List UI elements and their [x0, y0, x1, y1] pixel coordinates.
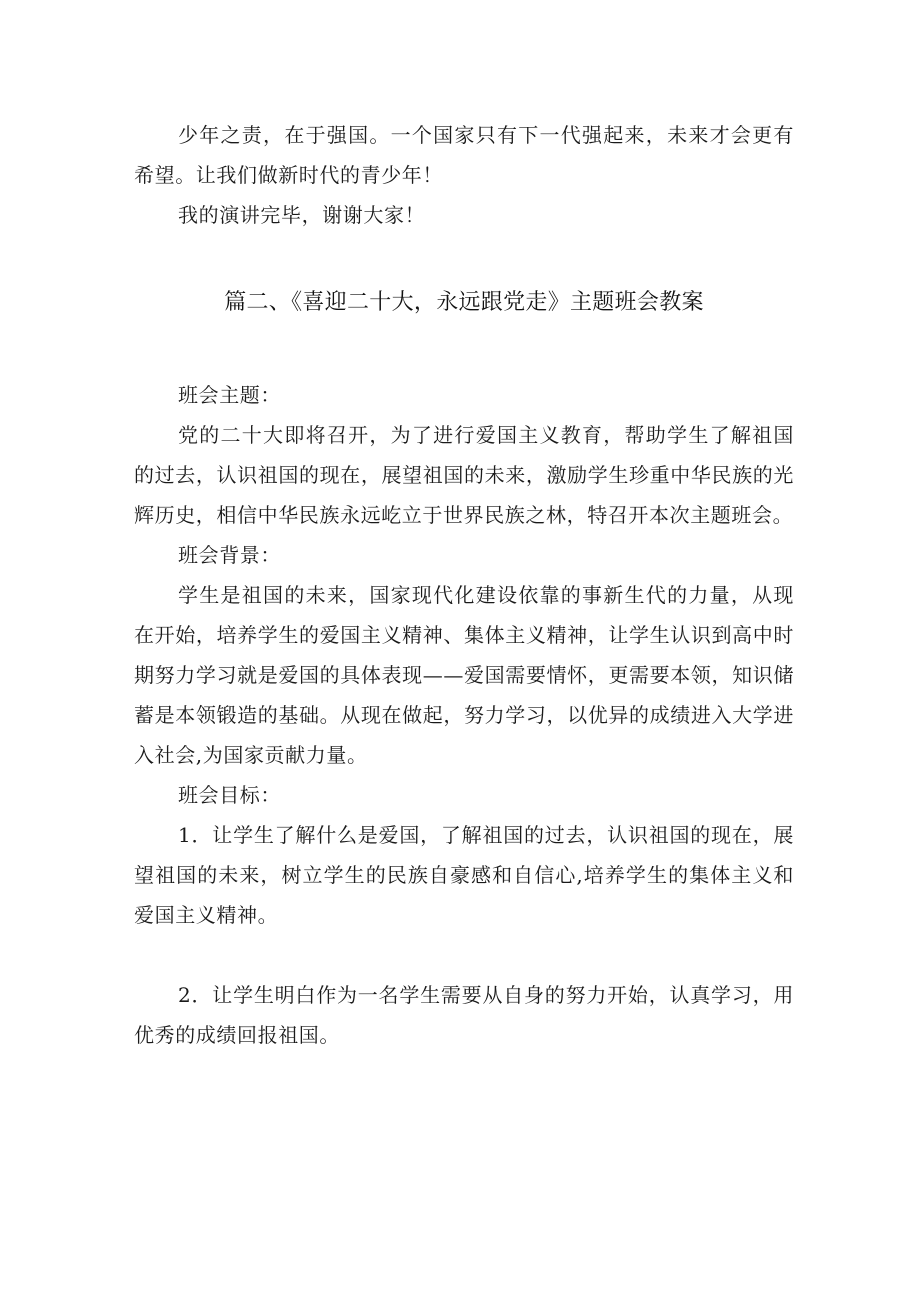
document-body: [134, 115, 794, 1055]
goal-item-1: 1．让学生了解什么是爱国，了解祖国的过去，认识祖国的现在，展望祖国的未来，树立学生的民族自豪感和自信心,培养学生的集体主义和爱国主义精神。: [134, 823, 794, 927]
goal-label: 班会目标：: [178, 783, 281, 807]
theme-paragraph: 党的二十大即将召开，为了进行爱国主义教育，帮助学生了解祖国的过去，认识祖国的现在，展望祖国的未来，激励学生珍重中华民族的光辉历史，相信中华民族永远屹立于世界民族之林，特召开本次主题班会。: [134, 423, 794, 527]
closing-paragraph: 少年之责，在于强国。一个国家只有下一代强起来，未来才会更有希望。让我们做新时代的青少年！: [134, 123, 794, 187]
theme-label: 班会主题：: [178, 383, 281, 407]
background-label: 班会背景：: [178, 543, 281, 567]
thanks-paragraph: 我的演讲完毕，谢谢大家！: [178, 203, 426, 227]
background-paragraph: 学生是祖国的未来，国家现代化建设依靠的事新生代的力量，从现在开始，培养学生的爱国主义精神、集体主义精神，让学生认识到高中时期努力学习就是爱国的具体表现——爱国需要情怀，更需要本领，知识储蓄是本领锻造的基础。从现在做起，努力学习，以优异的成绩进入大学进入社会,为国家贡献力量。: [134, 583, 794, 767]
section-heading: 篇二、《喜迎二十大，永远跟党走》主题班会教案: [224, 290, 704, 315]
goal-item-2: 2．让学生明白作为一名学生需要从自身的努力开始，认真学习，用优秀的成绩回报祖国。: [134, 983, 794, 1047]
